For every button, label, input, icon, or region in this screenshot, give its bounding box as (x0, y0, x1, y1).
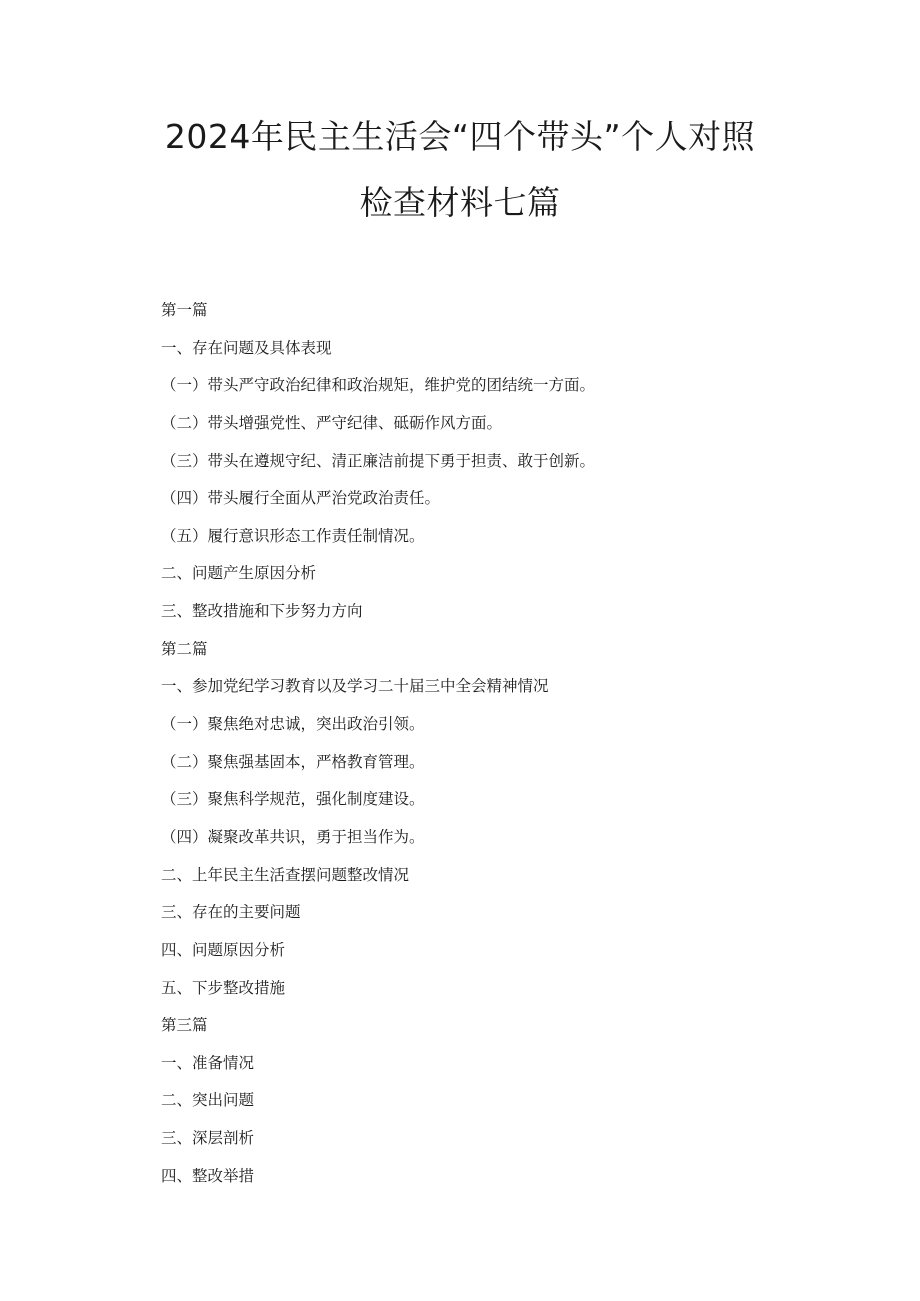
outline-line: 二、上年民主生活查摆问题整改情况 (161, 865, 410, 884)
document-title-line-2: 检查材料七篇 (359, 183, 561, 222)
outline-line: （一）聚焦绝对忠诚，突出政治引领。 (161, 715, 425, 734)
outline-line: 一、准备情况 (161, 1053, 255, 1072)
outline-line: 第二篇 (161, 639, 208, 658)
outline-line: （五）履行意识形态工作责任制情况。 (161, 526, 425, 545)
outline-line: 四、整改举措 (161, 1166, 255, 1185)
outline-line: （三）聚焦科学规范，强化制度建设。 (161, 790, 425, 809)
outline-line: 二、问题产生原因分析 (161, 564, 317, 583)
outline-line: 三、整改措施和下步努力方向 (161, 602, 363, 621)
outline-line: 五、下步整改措施 (161, 978, 286, 997)
outline-line: （一）带头严守政治纪律和政治规矩，维护党的团结统一方面。 (161, 376, 596, 395)
outline-line: 第一篇 (161, 301, 208, 319)
outline-line: （二）带头增强党性、严守纪律、砥砺作风方面。 (161, 413, 503, 432)
outline-line: （四）带头履行全面从严治党政治责任。 (161, 489, 441, 508)
outline-line: 一、存在问题及具体表现 (161, 338, 332, 357)
outline-line: 一、参加党纪学习教育以及学习二十届三中全会精神情况 (161, 677, 549, 696)
outline-list (161, 300, 595, 1203)
outline-line: 三、深层剖析 (161, 1129, 255, 1148)
outline-line: 三、存在的主要问题 (161, 903, 301, 922)
document-title-line-1: 2024年民主生活会“四个带头”个人对照 (164, 117, 756, 156)
outline-line: （三）带头在遵规守纪、清正廉洁前提下勇于担责、敢于创新。 (161, 451, 596, 470)
outline-line: 二、突出问题 (161, 1091, 255, 1110)
outline-line: 四、问题原因分析 (161, 940, 286, 959)
outline-line: 第三篇 (161, 1016, 208, 1035)
outline-line: （四）凝聚改革共识，勇于担当作为。 (161, 827, 425, 846)
outline-line: （二）聚焦强基固本，严格教育管理。 (161, 752, 425, 771)
